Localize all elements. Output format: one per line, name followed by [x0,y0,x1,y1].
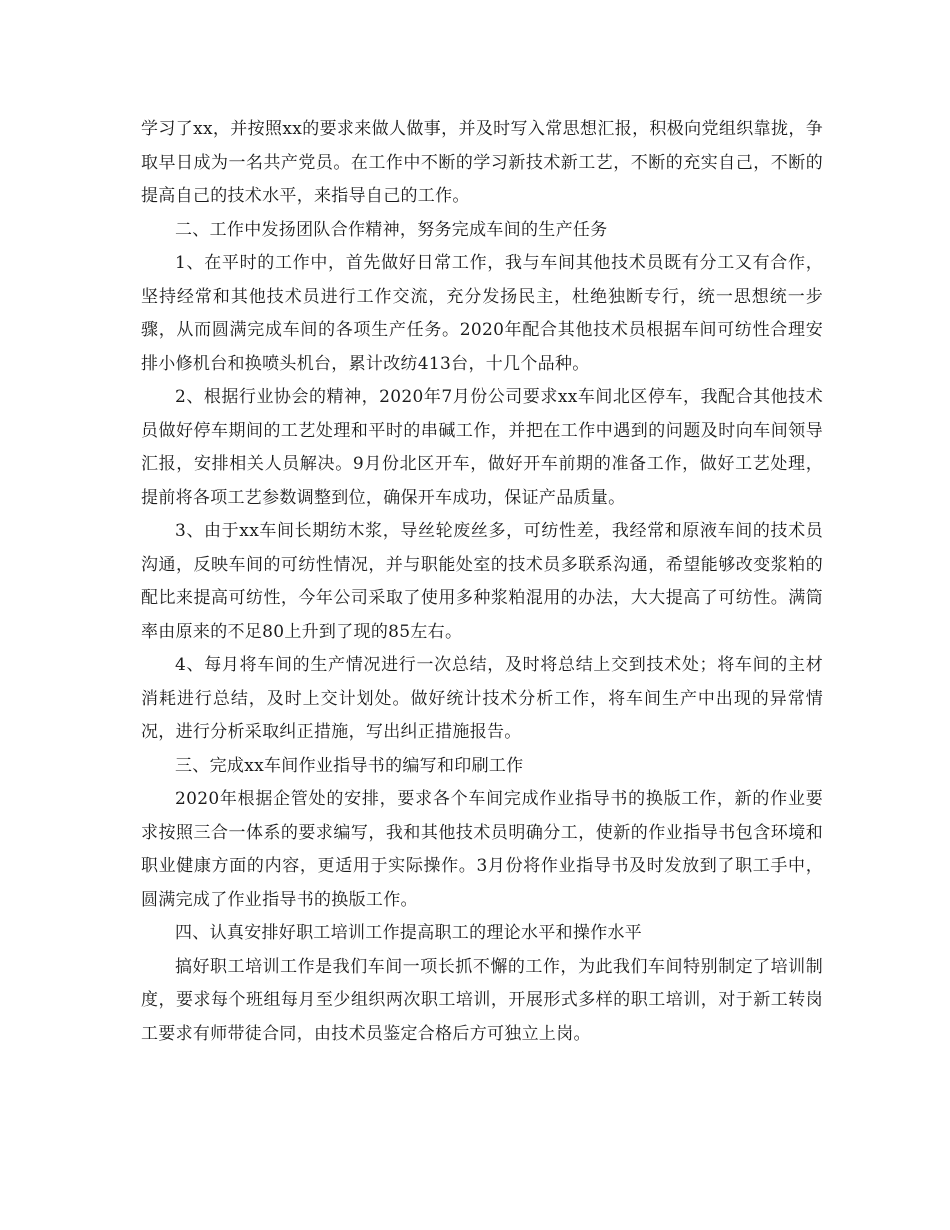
paragraph: 学习了xx，并按照xx的要求来做人做事，并及时写入常思想汇报，积极向党组织靠拢，争取早日成为一名共产党员。在工作中不断的学习新技术新工艺，不断的充实自己，不断的提高自己的技术水平，来指导自己的工作。 [141,119,823,206]
document-body [141,113,823,1051]
section-heading: 四、认真安排好职工培训工作提高职工的理论水平和操作水平 [175,923,643,943]
paragraph: 4、每月将车间的生产情况进行一次总结，及时将总结上交到技术处；将车间的主材消耗进行总结，及时上交计划处。做好统计技术分析工作，将车间生产中出现的异常情况，进行分析采取纠正措施，写出纠正措施报告。 [141,655,823,742]
section-heading: 三、完成xx车间作业指导书的编写和印刷工作 [175,755,524,776]
paragraph: 1、在平时的工作中，首先做好日常工作，我与车间其他技术员既有分工又有合作，坚持经常和其他技术员进行工作交流，充分发扬民主，杜绝独断专行，统一思想统一步骤，从而圆满完成车间的各项生产任务。2020年配合其他技术员根据车间可纺性合理安排小修机台和换喷头机台，累计改纺413台，十几个品种。 [141,253,823,374]
paragraph: 2、根据行业协会的精神，2020年7月份公司要求xx车间北区停车，我配合其他技术员做好停车期间的工艺处理和平时的串碱工作，并把在工作中遇到的问题及时向车间领导汇报，安排相关人员解决。9月份北区开车，做好开车前期的准备工作，做好工艺处理，提前将各项工艺参数调整到位，确保开车成功，保证产品质量。 [141,387,823,508]
paragraph: 2020年根据企管处的安排，要求各个车间完成作业指导书的换版工作，新的作业要求按照三合一体系的要求编写，我和其他技术员明确分工，使新的作业指导书包含环境和职业健康方面的内容，更适用于实际操作。3月份将作业指导书及时发放到了职工手中，圆满完成了作业指导书的换版工作。 [141,789,823,910]
paragraph: 搞好职工培训工作是我们车间一项长抓不懈的工作，为此我们车间特别制定了培训制度，要求每个班组每月至少组织两次职工培训，开展形式多样的职工培训，对于新工转岗工要求有师带徒合同，由技术员鉴定合格后方可独立上岗。 [141,956,823,1044]
paragraph: 3、由于xx车间长期纺木浆，导丝轮废丝多，可纺性差，我经常和原液车间的技术员沟通，反映车间的可纺性情况，并与职能处室的技术员多联系沟通，希望能够改变浆粕的配比来提高可纺性，今年公司采取了使用多种浆粕混用的办法，大大提高了可纺性。满筒率由原来的不足80上升到了现的85左右。 [141,521,823,642]
section-heading: 二、工作中发扬团队合作精神，努务完成车间的生产任务 [175,219,608,240]
